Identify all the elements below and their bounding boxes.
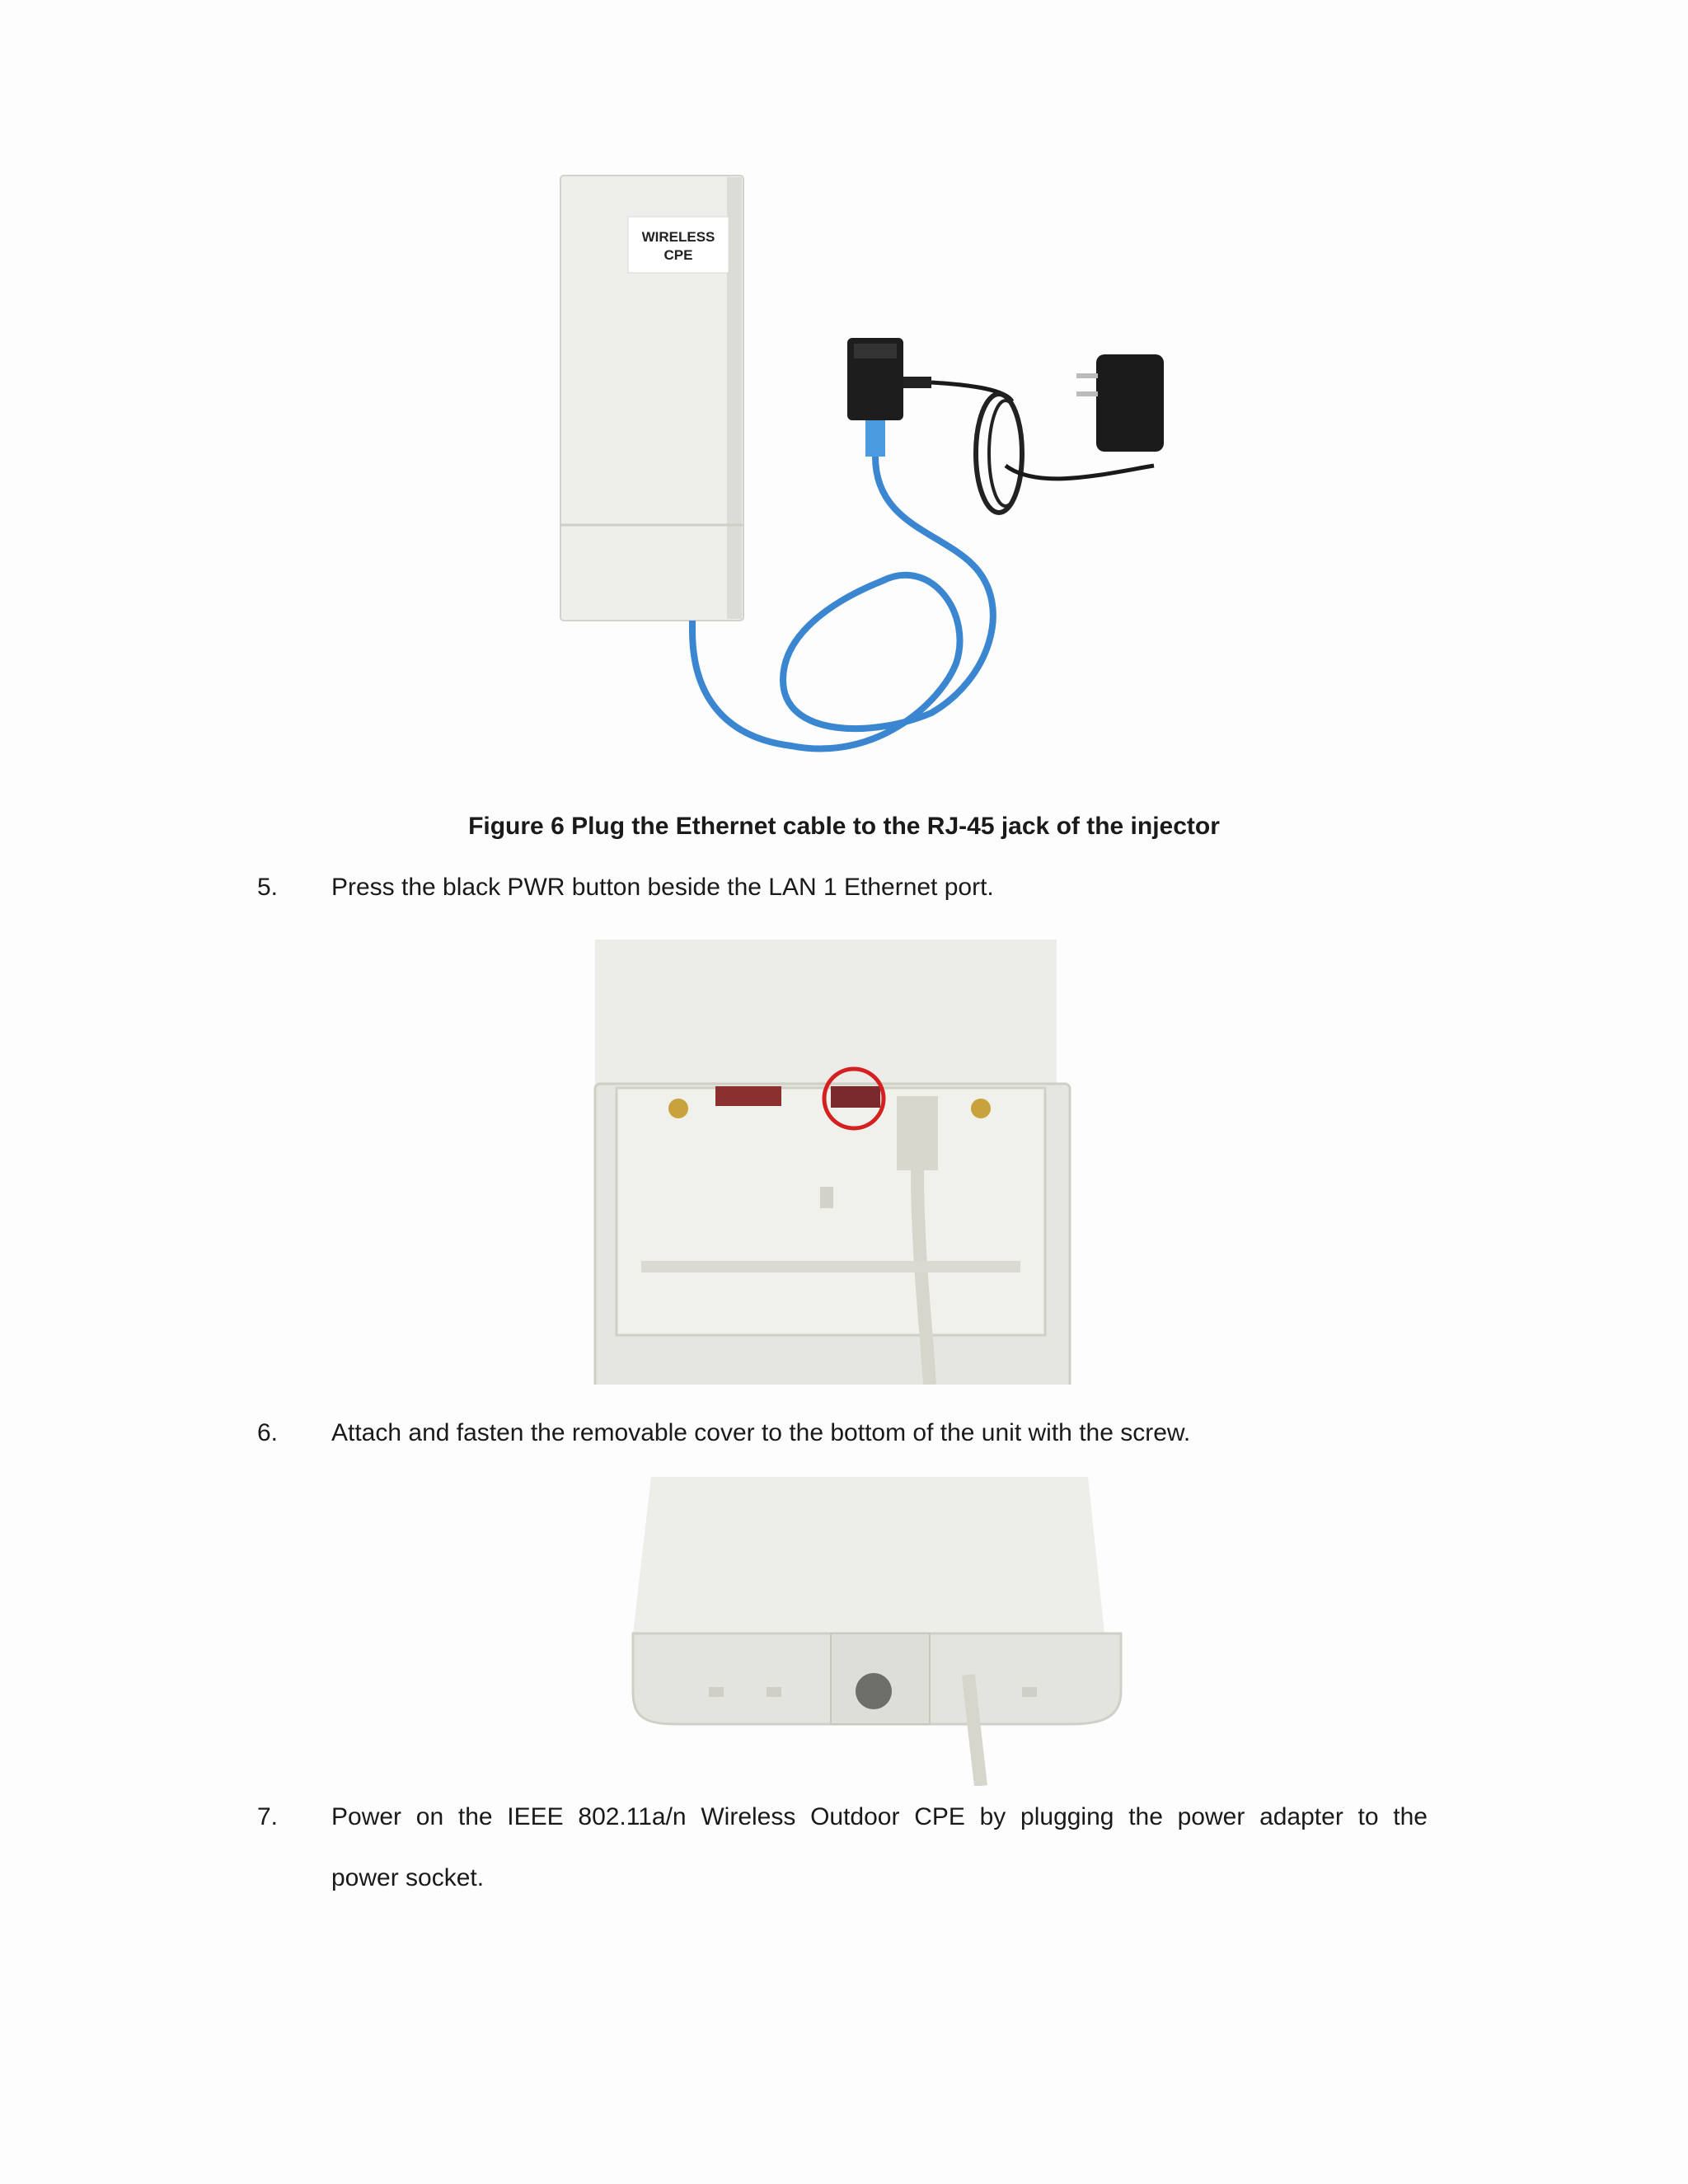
cpe-label-sticker	[628, 217, 729, 273]
screw	[856, 1673, 892, 1709]
antenna-connector	[668, 1099, 688, 1118]
step-text: Attach and fasten the removable cover to the bottom of the unit with the screw.	[331, 1419, 1191, 1446]
ethernet-plug	[897, 1096, 938, 1170]
power-adapter	[1096, 354, 1164, 452]
cpe-bottom-housing	[595, 940, 1057, 1088]
step-number: 5.	[257, 874, 279, 901]
cpe-label-line1: WIRELESS	[641, 229, 715, 245]
pwr-button	[831, 1086, 880, 1108]
cpe-label-line2: CPE	[663, 247, 693, 263]
step-text: Press the black PWR button beside the LAN 1 Ethernet port.	[331, 874, 994, 901]
rj45-connector	[865, 420, 885, 457]
figure-6-image	[544, 169, 1170, 795]
step-text-line1: Power on the IEEE 802.11a/n Wireless Outdoor CPE by plugging the power adapter to the	[331, 1803, 1428, 1830]
antenna-connector	[971, 1099, 991, 1118]
lan-port	[715, 1086, 781, 1106]
cpe-housing	[633, 1477, 1104, 1633]
step-number: 6.	[257, 1419, 279, 1446]
step-text-line2: power socket.	[331, 1864, 485, 1891]
cover-attached-image	[626, 1469, 1129, 1786]
figure-caption: Figure 6 Plug the Ethernet cable to the RJ-45 jack of the injector	[468, 813, 1220, 840]
pwr-button-image	[592, 940, 1074, 1385]
step-number: 7.	[257, 1803, 279, 1830]
